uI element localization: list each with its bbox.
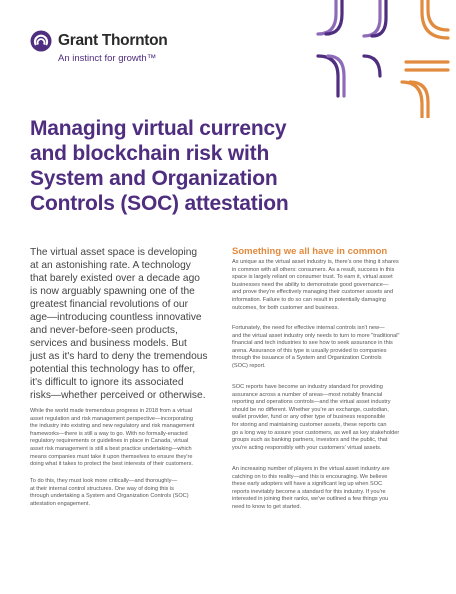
left-paragraph-2: To do this, they must look more critically—and thoroughly— at their internal control structures. One way of doing this is through undertaking a System and Organization Controls (SOC) attestation engagement.	[30, 478, 189, 507]
grant-thornton-mark-icon	[30, 30, 52, 52]
decorative-brand-graphic	[298, 0, 456, 118]
purple-arc-left-upper	[318, 0, 336, 34]
right-paragraph-4: An increasing number of players in the virtual asset industry are catching on to this reality—and this is encouraging. We believe these early adopters will have a significant leg up when SOC reports inevitably become a standard for this industry. If you're interested in joining their ranks, we've outlined a few things you need to know to get started.	[232, 466, 390, 510]
lead-paragraph: The virtual asset space is developing at an astonishing rate. A technology that barely existed over a decade ago is now arguably spawning one of the greatest financial revolutions of our age—introducing countless innovative and never-before-seen products, services and business models. But just as it's hard to deny the tremendous potential this technology has to offer, it's difficult to ignore its associated risks—whether perceived or otherwise.	[30, 247, 208, 401]
right-paragraph-3: SOC reports have become an industry standard for providing assurance across a number of areas—most notably financial reporting and operations controls—and the virtual asset industry should be no different. Whether you're an exchange, custodian, wallet provider, fund or any other type of business responsible for storing and maintaining customer assets, these reports can go a long way to assure your customers, as well as key stakeholder groups such as banking partners, investors and the public, that you're acting responsibly with your customers' virtual assets.	[232, 384, 400, 451]
right-paragraph-2: Fortunately, the need for effective internal controls isn't new— and the virtual asset industry only needs to turn to more "traditional" financial and tech industries to see how to seek assurance in this arena. Assurance of this type is usually provided to companies through the issuance of a System and Organization Controls (SOC) report.	[232, 325, 400, 369]
brand-tagline: An instinct for growth™	[58, 53, 157, 64]
brand-name: Grant Thornton	[58, 32, 168, 49]
right-paragraph-1: As unique as the virtual asset industry is, there's one thing it shares in common with all others: consumers. As a result, success in this space is largely reliant on consumer trust. To earn it, virtual asset businesses need the ability to demonstrate good governance— and prove they're effectively managing their customer assets and information. Failure to do so can result in potentially damaging outcomes, for both customer and business.	[232, 259, 399, 311]
document-title: Managing virtual currency and blockchain risk with System and Organization Controls (SOC) attestation	[30, 117, 289, 215]
left-paragraph-1: While the world made tremendous progress in 2018 from a virtual asset regulation and risk management perspective—incorporating the industry into existing and new regulatory and risk management frameworks—there is still a way to go. With no formally-enacted regulatory requirements or guidelines in place in Canada, virtual asset risk management is still a best practice undertaking—which means companies must take it upon themselves to ensure they're doing what it takes to protect the best interests of their customers.	[30, 408, 195, 468]
section-heading: Something we all have in common	[232, 246, 388, 257]
purple-arc-left-lower	[318, 56, 338, 96]
brand-logo	[30, 30, 190, 70]
orange-arc-right-upper	[428, 0, 448, 30]
